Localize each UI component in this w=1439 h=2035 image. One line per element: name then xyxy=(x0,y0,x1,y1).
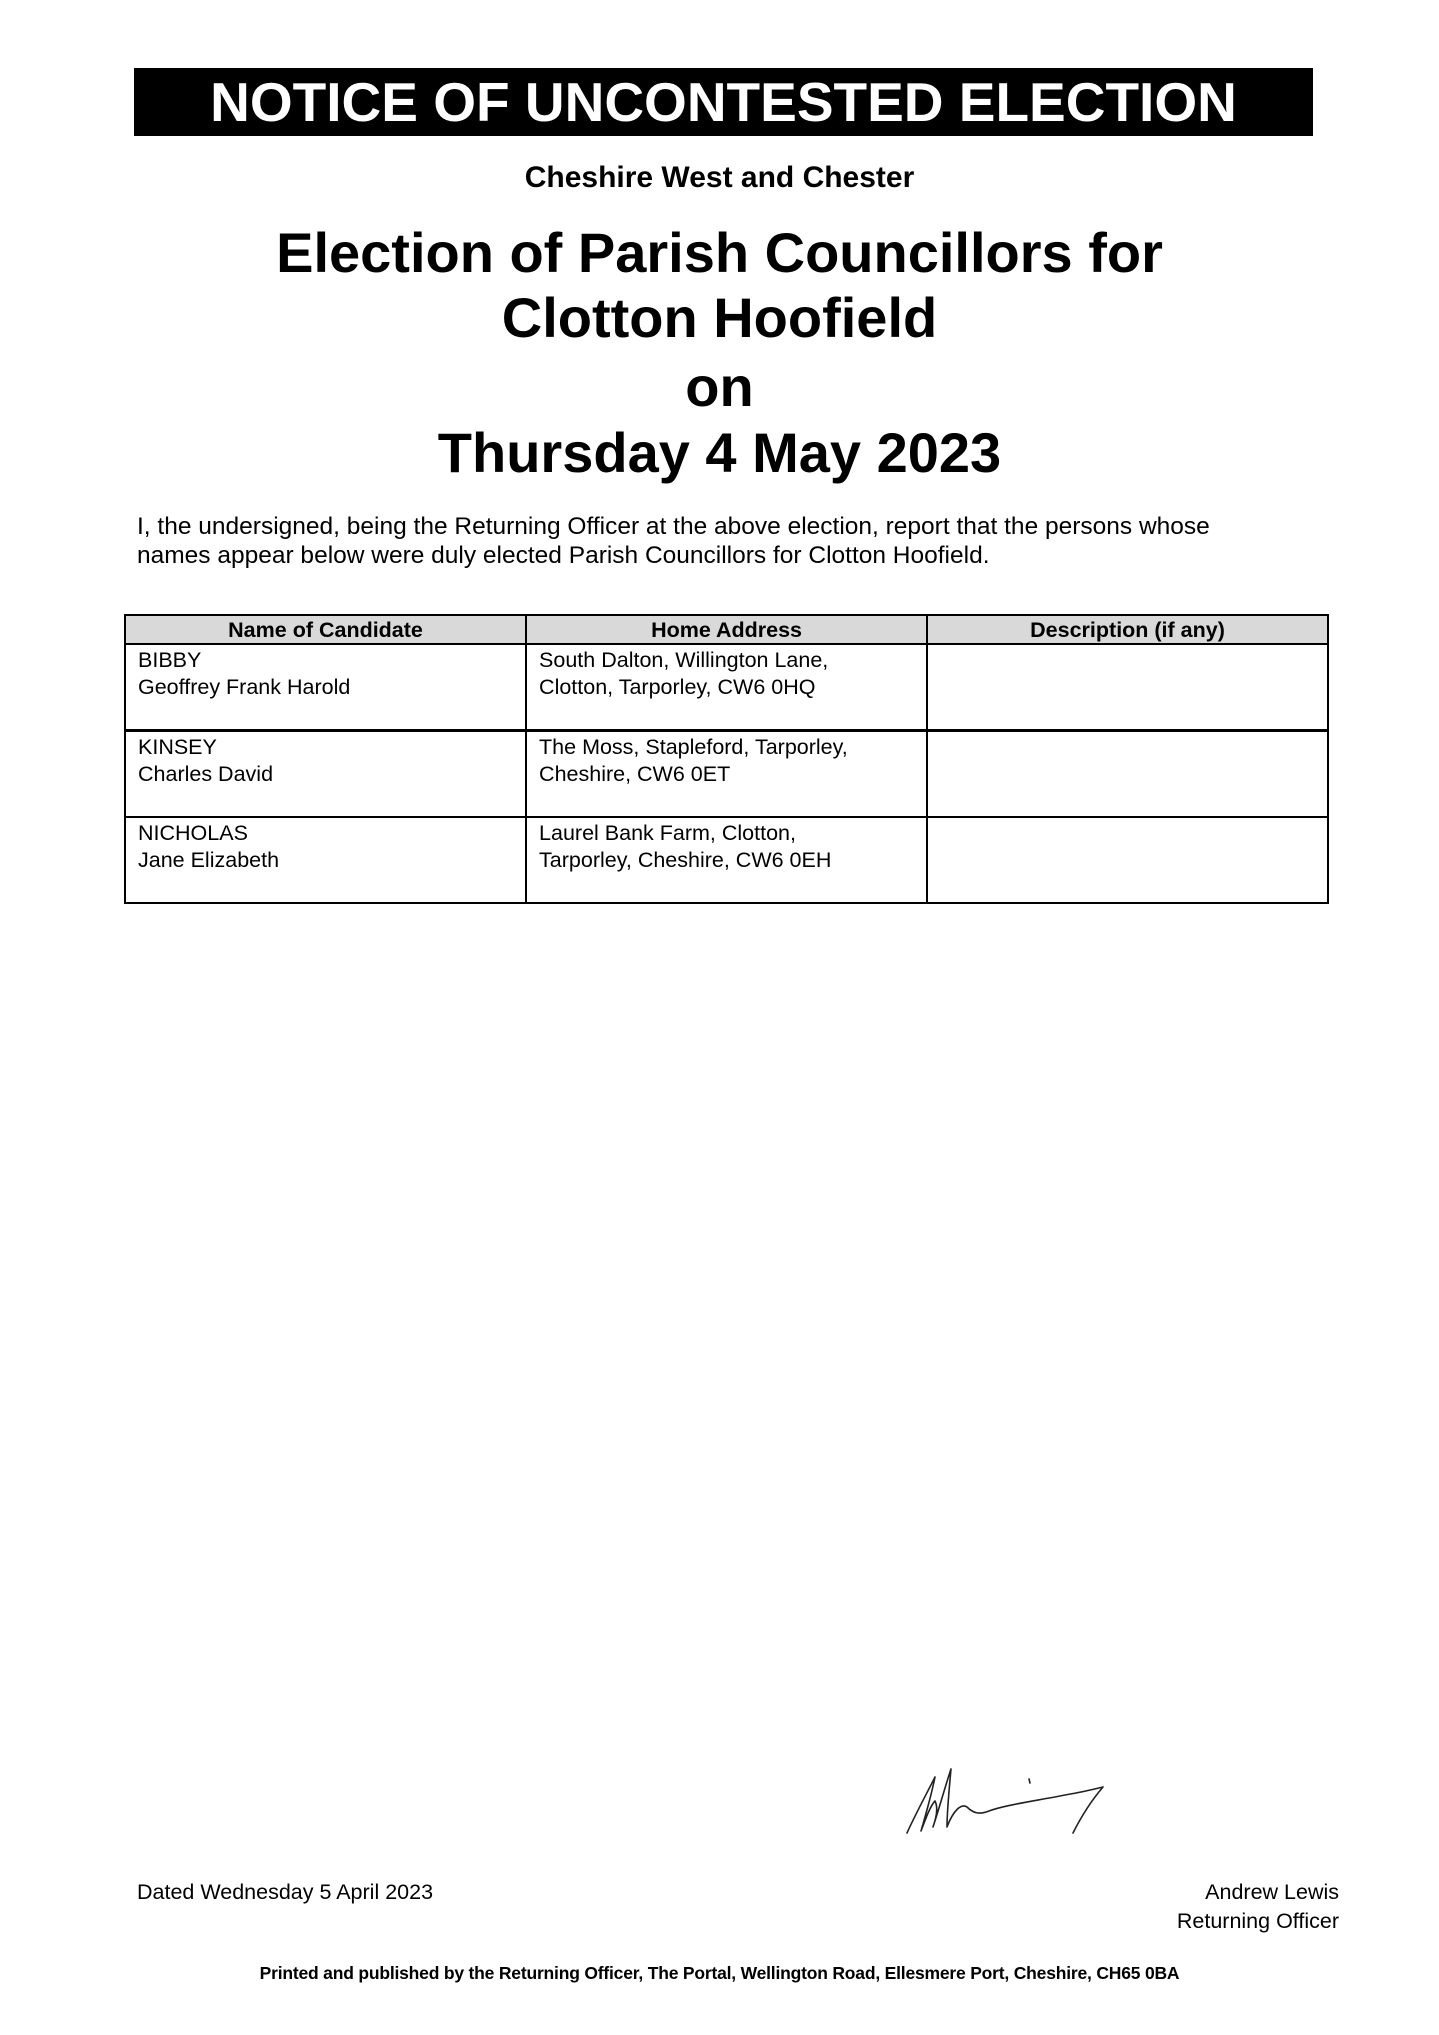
heading-line-parish: Clotton Hoofield xyxy=(501,286,938,349)
table-row xyxy=(125,644,1328,731)
returning-officer-block xyxy=(1177,1878,1339,1936)
signature-icon xyxy=(905,1765,1115,1837)
council-name: Cheshire West and Chester xyxy=(524,161,915,194)
table-row xyxy=(125,817,1328,903)
address-line-1: The Moss, Stapleford, Tarporley, xyxy=(539,735,848,759)
header-name-of-candidate: Name of Candidate xyxy=(125,615,526,644)
address-line-2: Tarporley, Cheshire, CW6 0EH xyxy=(539,848,832,872)
header-description: Description (if any) xyxy=(927,615,1328,644)
officer-name: Andrew Lewis xyxy=(1205,1880,1339,1904)
candidate-name-cell xyxy=(125,644,526,731)
imprint-text: Printed and published by the Returning Officer, The Portal, Wellington Road, Ellesmere Port, Cheshire, CH65 0BA xyxy=(259,1963,1180,1983)
candidate-address-cell xyxy=(526,731,927,818)
table-row xyxy=(125,731,1328,818)
notice-banner-title: NOTICE OF UNCONTESTED ELECTION xyxy=(134,68,1313,136)
elected-candidates-table xyxy=(124,614,1329,904)
intro-line-2: names appear below were duly elected Parish Councillors for Clotton Hoofield. xyxy=(137,542,990,569)
candidate-name-cell xyxy=(125,817,526,903)
intro-line-1: I, the undersigned, being the Returning Officer at the above election, report that the persons whose xyxy=(137,513,1210,540)
candidate-description-cell xyxy=(927,817,1328,903)
candidate-surname: NICHOLAS xyxy=(138,821,248,845)
candidate-description-cell xyxy=(927,644,1328,731)
candidate-surname: KINSEY xyxy=(138,735,217,759)
address-line-2: Cheshire, CW6 0ET xyxy=(539,762,731,786)
table-header-row xyxy=(125,615,1328,644)
candidate-name-cell xyxy=(125,731,526,818)
candidate-forenames: Jane Elizabeth xyxy=(138,848,280,872)
candidate-description-cell xyxy=(927,731,1328,818)
intro-paragraph xyxy=(137,512,1337,570)
candidate-forenames: Geoffrey Frank Harold xyxy=(138,675,351,699)
address-line-1: Laurel Bank Farm, Clotton, xyxy=(539,821,796,845)
heading-line-date: Thursday 4 May 2023 xyxy=(437,421,1002,484)
dated-text: Dated Wednesday 5 April 2023 xyxy=(137,1880,434,1904)
address-line-1: South Dalton, Willington Lane, xyxy=(539,648,829,672)
heading-line-election: Election of Parish Councillors for xyxy=(276,221,1163,284)
candidate-address-cell xyxy=(526,817,927,903)
header-home-address: Home Address xyxy=(526,615,927,644)
candidate-surname: BIBBY xyxy=(138,648,202,672)
candidate-forenames: Charles David xyxy=(138,762,274,786)
officer-title: Returning Officer xyxy=(1176,1909,1339,1933)
address-line-2: Clotton, Tarporley, CW6 0HQ xyxy=(539,675,816,699)
candidate-address-cell xyxy=(526,644,927,731)
heading-line-on: on xyxy=(685,355,754,418)
